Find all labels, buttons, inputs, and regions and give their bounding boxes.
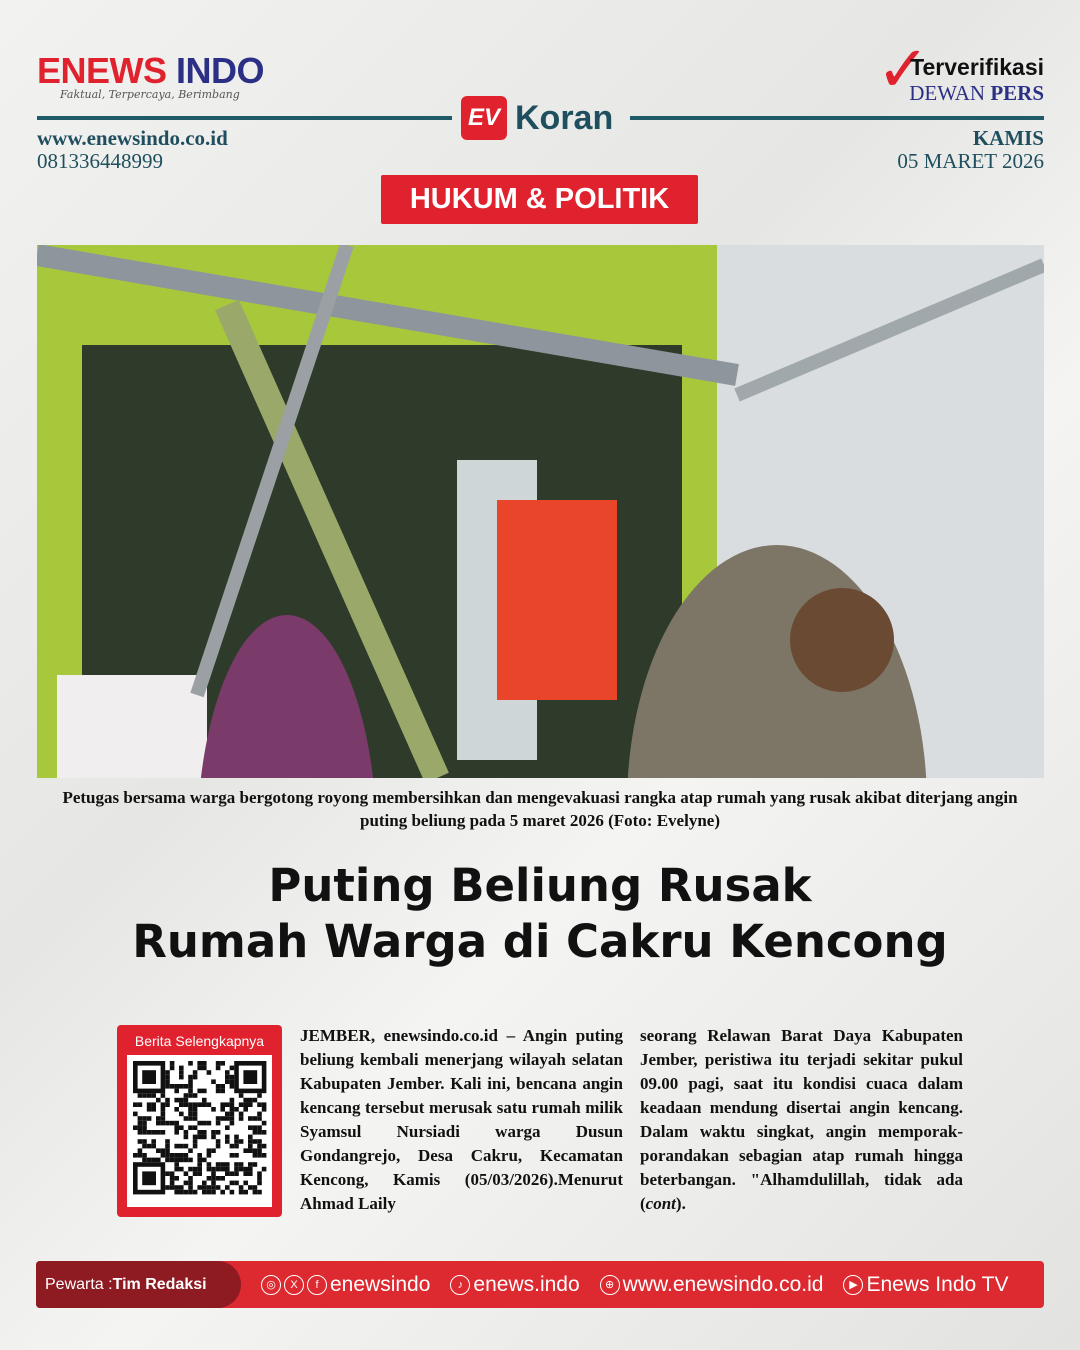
website-link[interactable]: ⊕ www.enewsindo.co.id — [600, 1273, 824, 1297]
tiktok-icon: ♪ — [450, 1275, 470, 1295]
headline: Puting Beliung Rusak Rumah Warga di Cakru Kencong — [132, 859, 948, 968]
globe-icon: ⊕ — [600, 1275, 620, 1295]
qr-code-icon[interactable] — [127, 1055, 272, 1207]
article-column-1: JEMBER, enewsindo.co.id – Angin puting beliung kembali menerjang wilayah selatan Kabupaten Jember. Kali ini, bencana angin kencang tersebut merusak satu rumah milik Syamsul Nursiadi warga Dusun Gondangrejo, Desa Cakru, Kecamatan Kencong, Kamis (05/03/2026).Menurut Ahmad Laily — [300, 1026, 623, 1213]
reporter-credit: Pewarta : Tim Redaksi — [36, 1261, 241, 1308]
category-badge: HUKUM & POLITIK — [381, 175, 698, 224]
qr-block[interactable]: Berita Selengkapnya — [117, 1025, 282, 1217]
logo: ENEWS INDO — [37, 50, 265, 91]
social-handle[interactable]: ◎ X f enewsindo — [261, 1273, 430, 1297]
divider — [37, 116, 452, 120]
facebook-icon: f — [307, 1275, 327, 1295]
ev-logo-icon: EV — [461, 96, 507, 140]
photo-caption: Petugas bersama warga bergotong royong membersihkan dan mengevakuasi rangka atap rumah yang rusak akibat diterjang angin puting beliung pada 5 maret 2026 (Foto: Evelyne) — [62, 788, 1018, 830]
verified-badge: Terverifikasi DEWAN PERS — [909, 54, 1044, 105]
footer-bar — [36, 1261, 1044, 1308]
edition-label: EV Koran — [461, 96, 613, 140]
phone: 081336448999 — [37, 149, 163, 173]
instagram-icon: ◎ — [261, 1275, 281, 1295]
tiktok-handle[interactable]: ♪ enews.indo — [450, 1273, 579, 1297]
checkmark-icon: ✓ — [876, 33, 930, 107]
youtube-channel[interactable]: ▶ Enews Indo TV — [843, 1273, 1008, 1297]
article-column-2: seorang Relawan Barat Daya Kabupaten Jember, peristiwa itu terjadi sekitar pukul 09.00 pagi, saat itu kondisi cuaca dalam keadaan mendung disertai angin kencang. Dalam waktu singkat, angin memporak-porandakan sebagian atap rumah hingga beterbangan. "Alhamdulillah, tidak ada (cont). — [640, 1026, 963, 1213]
news-photo — [37, 245, 1044, 778]
tagline: Faktual, Terpercaya, Berimbang — [60, 88, 240, 101]
website: www.enewsindo.co.id — [37, 126, 228, 150]
photo-illustration — [37, 245, 1044, 778]
day: KAMIS — [972, 126, 1044, 150]
x-icon: X — [284, 1275, 304, 1295]
youtube-icon: ▶ — [843, 1275, 863, 1295]
divider — [630, 116, 1044, 120]
date: 05 MARET 2026 — [897, 149, 1044, 173]
